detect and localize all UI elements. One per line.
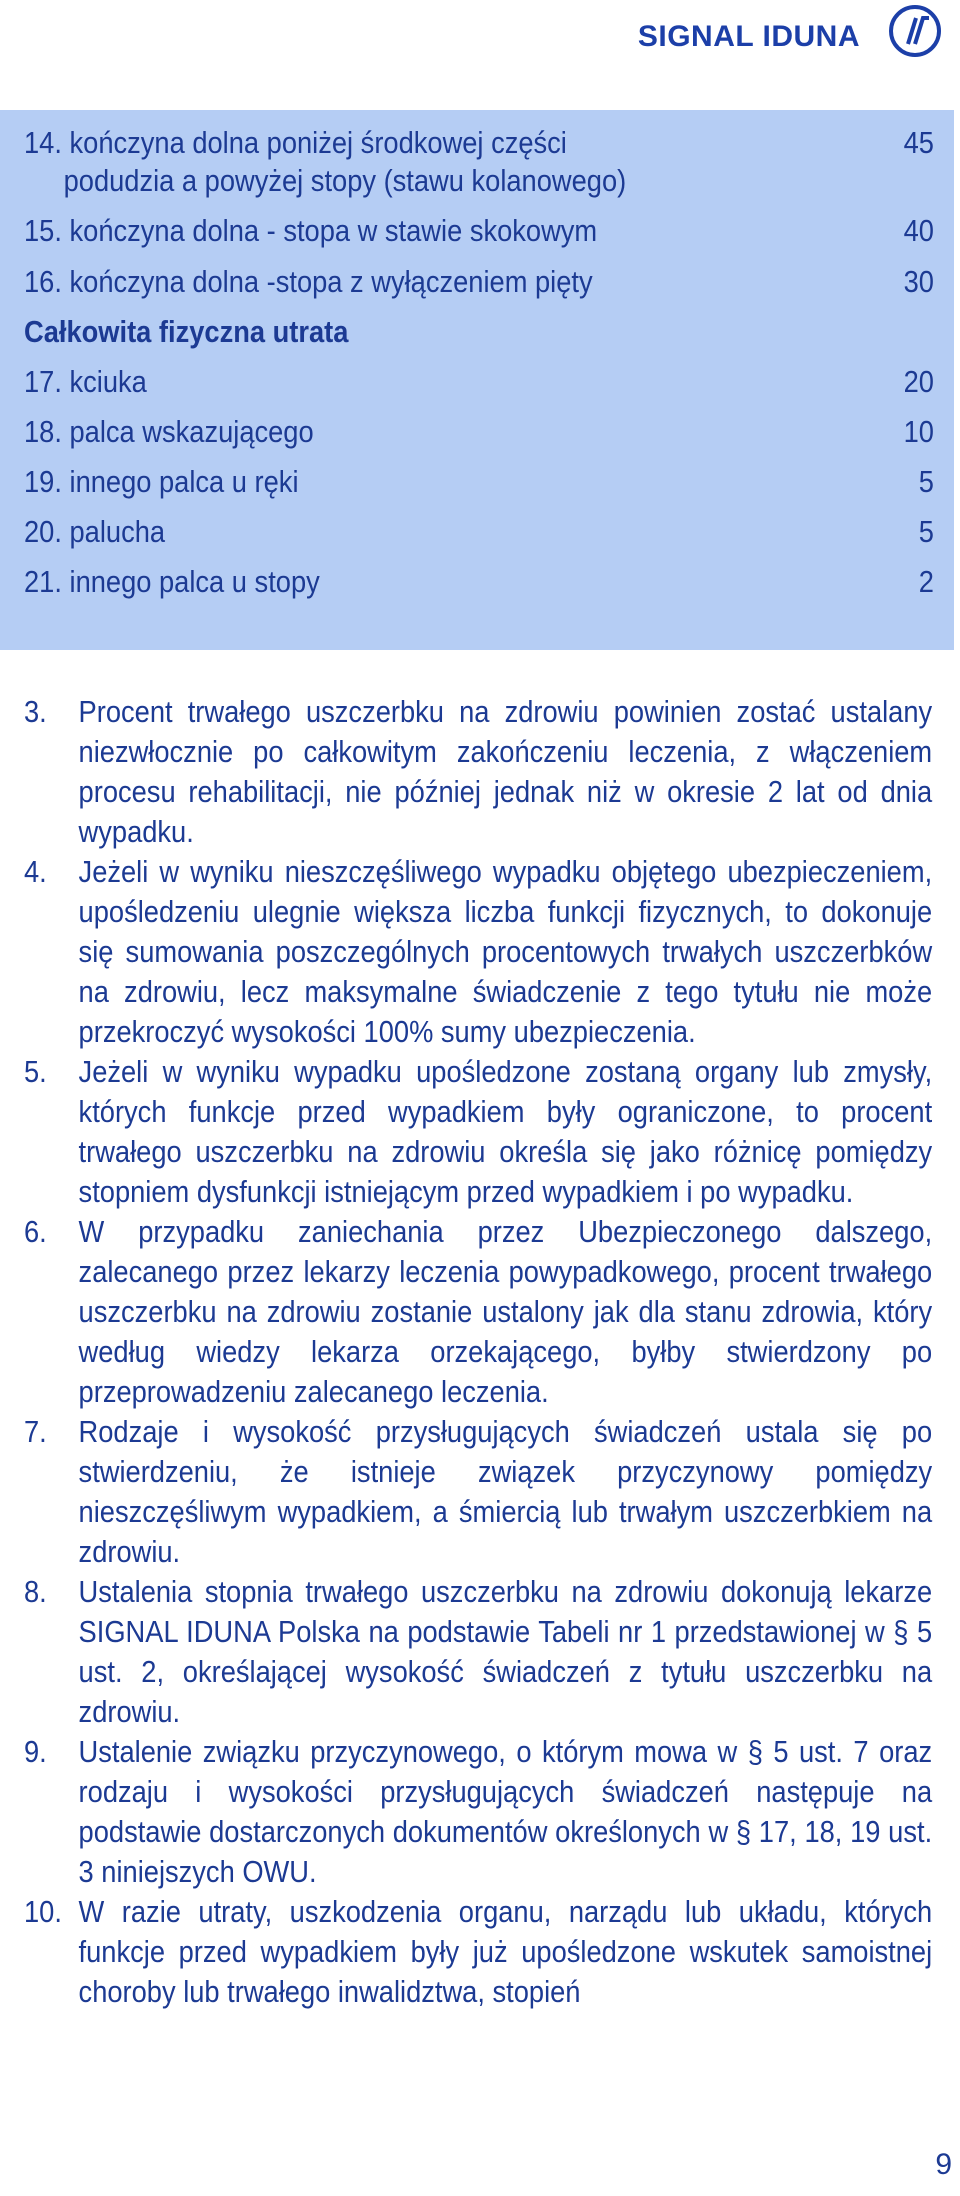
paragraph-3	[24, 692, 932, 852]
paragraph-number: 8.	[24, 1574, 47, 1609]
row-label: 16. kończyna dolna -stopa z wyłączeniem pięty	[24, 264, 593, 299]
row-label: podudzia a powyżej stopy (stawu kolanowego)	[63, 163, 627, 198]
paragraph-number: 6.	[24, 1214, 47, 1249]
row-value: 30	[903, 264, 934, 299]
paragraph-text: Jeżeli w wyniku wypadku upośledzone zostaną organy lub zmysły, których funkcje przed wypadkiem były ograniczone, to procent trwałego uszczerbku na zdrowiu określa się jako różnicę pomiędzy stopniem dysfunkcji istniejącym przed wypadkiem i po wypadku.	[78, 1054, 933, 1209]
row-label: Całkowita fizyczna utrata	[24, 314, 349, 349]
paragraph-text: Rodzaje i wysokość przysługujących świadczeń ustala się po stwierdzeniu, że istnieje związek przyczynowy pomiędzy nieszczęśliwym wypadkiem, a śmiercią lub trwałym uszczerbkiem na zdrowiu.	[78, 1414, 933, 1569]
paragraph-8	[24, 1572, 932, 1732]
row-label: 20. palucha	[24, 514, 166, 549]
page-header	[0, 0, 960, 84]
paragraph-9	[24, 1732, 932, 1892]
paragraph-text: W przypadku zaniechania przez Ubezpieczonego dalszego, zalecanego przez lekarzy leczenia powypadkowego, procent trwałego uszczerbku na zdrowiu zostanie ustalony jak dla stanu zdrowia, który według wiedzy lekarza orzekającego, byłby stwierdzony po przeprowadzeniu zalecanego leczenia.	[78, 1214, 933, 1409]
page-number: 9	[935, 2148, 952, 2181]
paragraph-4	[24, 852, 932, 1052]
paragraph-6	[24, 1212, 932, 1412]
paragraph-text: Jeżeli w wyniku nieszczęśliwego wypadku objętego ubezpieczeniem, upośledzeniu ulegnie większa liczba funkcji fizycznych, to dokonuje się sumowania poszczególnych procentowych trwałych uszczerbków na zdrowiu, lecz maksymalne świadczenie z tego tytułu nie może przekroczyć wysokości 100% sumy ubezpieczenia.	[78, 854, 933, 1049]
brand-name: SIGNAL IDUNA	[637, 20, 860, 53]
paragraph-number: 4.	[24, 854, 47, 889]
row-value: 10	[903, 414, 934, 449]
paragraph-5	[24, 1052, 932, 1212]
row-label: 18. palca wskazującego	[24, 414, 314, 449]
paragraph-number: 3.	[24, 694, 47, 729]
signal-iduna-logo-icon	[888, 4, 942, 58]
paragraph-text: W razie utraty, uszkodzenia organu, narządu lub układu, których funkcje przed wypadkiem były już upośledzone wskutek samoistnej choroby lub trwałego inwalidztwa, stopień	[78, 1894, 933, 2009]
paragraph-7	[24, 1412, 932, 1572]
paragraph-text: Procent trwałego uszczerbku na zdrowiu powinien zostać ustalany niezwłocznie po całkowitym zakończeniu leczenia, z włączeniem procesu rehabilitacji, nie później jednak niż w okresie 2 lat od dnia wypadku.	[78, 694, 933, 849]
row-value: 40	[903, 213, 934, 248]
row-value: 5	[918, 514, 934, 549]
row-label: 17. kciuka	[24, 364, 147, 399]
row-label: 19. innego palca u ręki	[24, 464, 299, 499]
paragraph-number: 10.	[24, 1894, 62, 1929]
row-value: 20	[903, 364, 934, 399]
row-label: 21. innego palca u stopy	[24, 564, 320, 599]
row-value: 45	[903, 125, 934, 160]
row-value: 5	[918, 464, 934, 499]
benefit-table	[0, 110, 954, 650]
row-label: 14. kończyna dolna poniżej środkowej części	[24, 125, 567, 160]
paragraph-text: Ustalenie związku przyczynowego, o którym mowa w § 5 ust. 7 oraz rodzaju i wysokości przysługujących świadczeń następuje na podstawie dostarczonych dokumentów określonych w § 17, 18, 19 ust. 3 niniejszych OWU.	[78, 1734, 933, 1889]
paragraph-number: 5.	[24, 1054, 47, 1089]
document-body	[24, 692, 932, 2012]
paragraph-number: 9.	[24, 1734, 47, 1769]
paragraph-text: Ustalenia stopnia trwałego uszczerbku na zdrowiu dokonują lekarze SIGNAL IDUNA Polska na podstawie Tabeli nr 1 przedstawionej w § 5 ust. 2, określającej wysokość świadczeń z tytułu uszczerbku na zdrowiu.	[78, 1574, 933, 1729]
row-label: 15. kończyna dolna - stopa w stawie skokowym	[24, 213, 598, 248]
row-value: 2	[918, 564, 934, 599]
paragraph-10	[24, 1892, 932, 2012]
paragraph-number: 7.	[24, 1414, 47, 1449]
